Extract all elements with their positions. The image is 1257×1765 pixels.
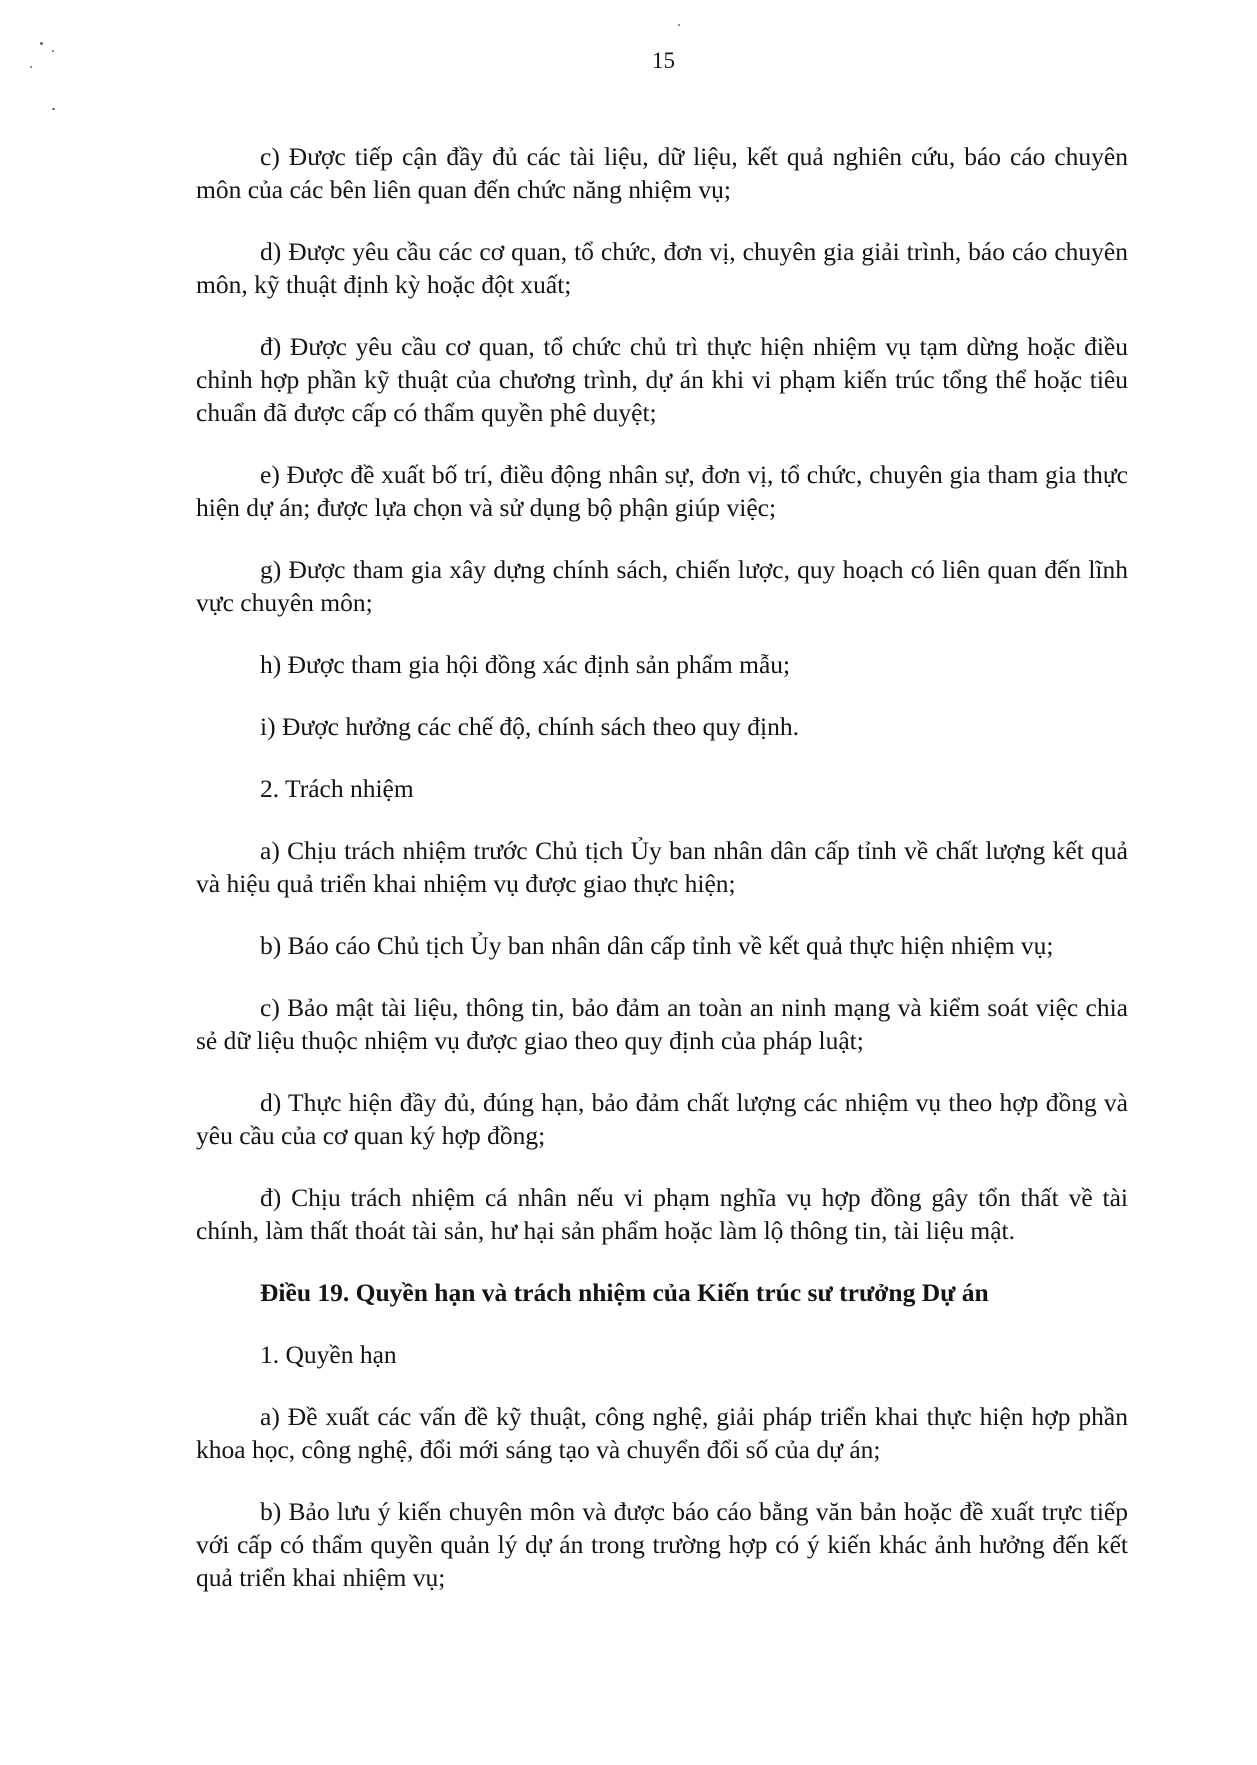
responsibility-dd-paragraph: đ) Chịu trách nhiệm cá nhân nếu vi phạm nghĩa vụ hợp đồng gây tổn thất về tài chính, làm thất thoát tài sản, hư hại sản phẩm hoặc làm lộ thông tin, tài liệu mật.: [196, 1183, 1128, 1245]
scan-speck: [30, 66, 32, 68]
power-b-paragraph: b) Bảo lưu ý kiến chuyên môn và được báo cáo bằng văn bản hoặc đề xuất trực tiếp với cấp có thẩm quyền quản lý dự án trong trường hợp có ý kiến khác ảnh hưởng đến kết quả triển khai nhiệm vụ;: [196, 1497, 1128, 1592]
clause-g-paragraph: g) Được tham gia xây dựng chính sách, chiến lược, quy hoạch có liên quan đến lĩnh vực chuyên môn;: [196, 555, 1128, 617]
clause-c-paragraph: c) Được tiếp cận đầy đủ các tài liệu, dữ liệu, kết quả nghiên cứu, báo cáo chuyên môn của các bên liên quan đến chức năng nhiệm vụ;: [196, 142, 1128, 204]
scan-speck: [52, 108, 55, 110]
clause-dd-paragraph: đ) Được yêu cầu cơ quan, tổ chức chủ trì thực hiện nhiệm vụ tạm dừng hoặc điều chỉnh hợp phần kỹ thuật của chương trình, dự án khi vi phạm kiến trúc tổng thể hoặc tiêu chuẩn đã được cấp có thẩm quyền phê duyệt;: [196, 332, 1128, 427]
section-responsibilities-heading: 2. Trách nhiệm: [260, 774, 414, 803]
clause-d-paragraph: d) Được yêu cầu các cơ quan, tổ chức, đơn vị, chuyên gia giải trình, báo cáo chuyên môn, kỹ thuật định kỳ hoặc đột xuất;: [196, 237, 1128, 299]
section-powers-heading: 1. Quyền hạn: [260, 1340, 397, 1369]
clause-h-paragraph: h) Được tham gia hội đồng xác định sản phẩm mẫu;: [260, 650, 791, 679]
page-number: 15: [652, 48, 675, 73]
power-a-paragraph: a) Đề xuất các vấn đề kỹ thuật, công nghệ, giải pháp triển khai thực hiện hợp phần khoa học, công nghệ, đổi mới sáng tạo và chuyển đổi số của dự án;: [196, 1402, 1128, 1464]
clause-i-paragraph: i) Được hưởng các chế độ, chính sách theo quy định.: [260, 712, 799, 741]
scan-speck: [40, 42, 43, 45]
article-19-heading: Điều 19. Quyền hạn và trách nhiệm của Kiến trúc sư trưởng Dự án: [260, 1278, 989, 1307]
scan-speck: [52, 50, 54, 52]
document-body: [196, 140, 1128, 1623]
clause-e-paragraph: e) Được đề xuất bố trí, điều động nhân sự, đơn vị, tổ chức, chuyên gia tham gia thực hiện dự án; được lựa chọn và sử dụng bộ phận giúp việc;: [196, 460, 1128, 522]
responsibility-d-paragraph: d) Thực hiện đầy đủ, đúng hạn, bảo đảm chất lượng các nhiệm vụ theo hợp đồng và yêu cầu của cơ quan ký hợp đồng;: [196, 1088, 1128, 1150]
responsibility-a-paragraph: a) Chịu trách nhiệm trước Chủ tịch Ủy ban nhân dân cấp tỉnh về chất lượng kết quả và hiệu quả triển khai nhiệm vụ được giao thực hiện;: [196, 836, 1128, 898]
responsibility-b-paragraph: b) Báo cáo Chủ tịch Ủy ban nhân dân cấp tỉnh về kết quả thực hiện nhiệm vụ;: [260, 931, 1054, 960]
responsibility-c-paragraph: c) Bảo mật tài liệu, thông tin, bảo đảm an toàn an ninh mạng và kiểm soát việc chia sẻ dữ liệu thuộc nhiệm vụ được giao theo quy định của pháp luật;: [196, 993, 1128, 1055]
scan-speck: [678, 24, 680, 26]
